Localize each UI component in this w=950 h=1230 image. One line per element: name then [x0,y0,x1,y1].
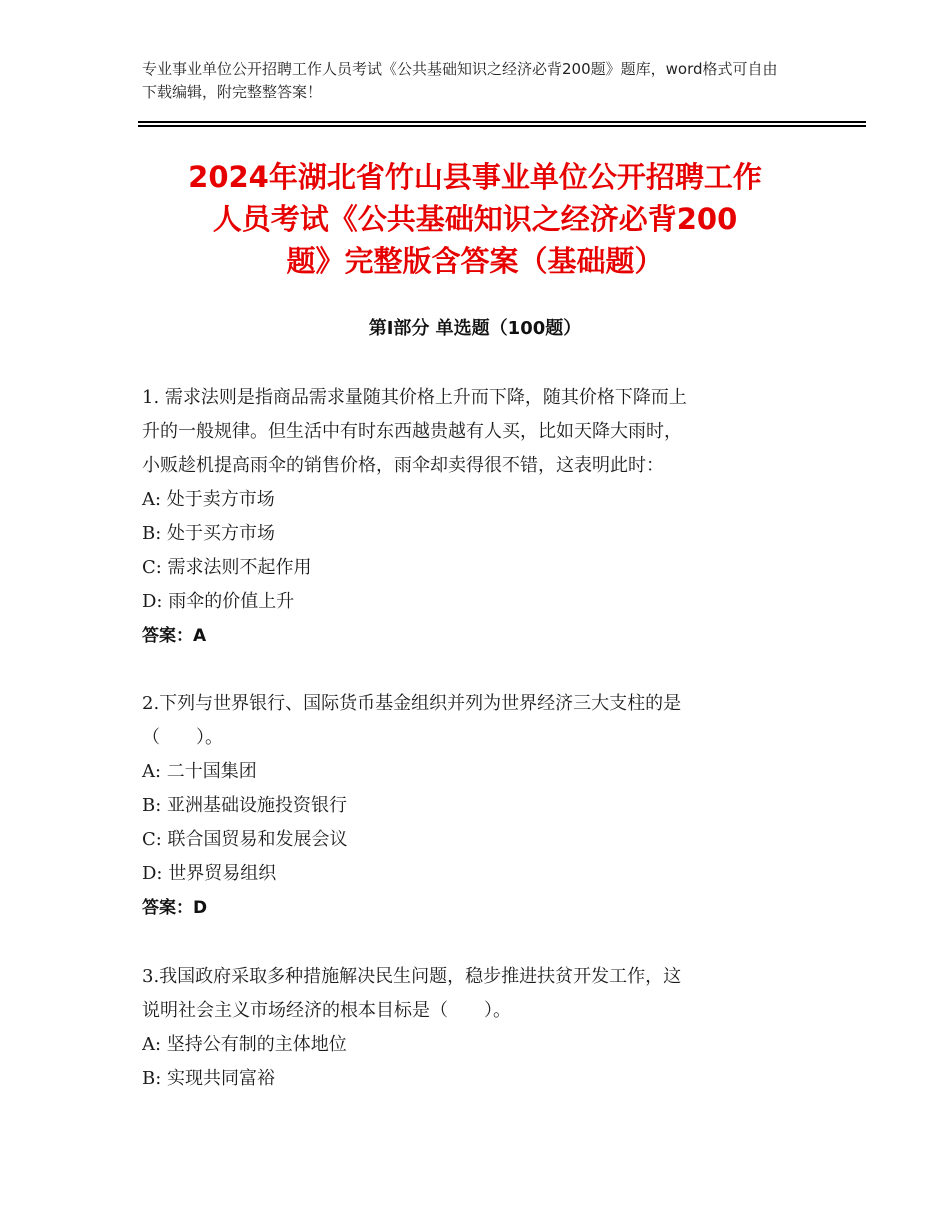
option-b: B: 亚洲基础设施投资银行 [142,795,348,816]
header-note: 专业事业单位公开招聘工作人员考试《公共基础知识之经济必背200题》题库，word格式可自由下载编辑，附完整整答案！ [142,60,778,101]
document-title [100,156,850,282]
question-stem-line: （ ）。 [142,727,223,748]
question-2 [142,687,822,925]
answer: 答案：A [142,626,207,646]
title-line: 2024年湖北省竹山县事业单位公开招聘工作 [188,160,762,194]
question-stem-line: 说明社会主义市场经济的根本目标是（ ）。 [142,1000,511,1021]
header-rule-bottom [138,125,866,127]
question-stem-line: 1. 需求法则是指商品需求量随其价格上升而下降，随其价格下降而上 [142,387,687,408]
option-a: A: 处于卖方市场 [142,489,275,510]
option-b: B: 处于买方市场 [142,523,276,544]
option-c: C: 需求法则不起作用 [142,557,312,578]
title-line: 人员考试《公共基础知识之经济必背200 [212,202,738,236]
question-stem-line: 升的一般规律。但生活中有时东西越贵越有人买，比如天降大雨时， [142,421,682,442]
title-line: 题》完整版含答案（基础题） [286,244,664,278]
question-stem-line: 2.下列与世界银行、国际货币基金组织并列为世界经济三大支柱的是 [142,693,682,714]
header-rule-top [138,121,866,123]
section-title: 第Ⅰ部分 单选题（100题） [368,318,582,339]
option-a: A: 二十国集团 [142,761,257,782]
option-c: C: 联合国贸易和发展会议 [142,829,348,850]
question-3 [142,960,822,1096]
question-stem-line: 3.我国政府采取多种措施解决民生问题，稳步推进扶贫开发工作，这 [142,966,682,987]
option-d: D: 世界贸易组织 [142,863,277,884]
question-stem-line: 小贩趁机提高雨伞的销售价格，雨伞却卖得很不错，这表明此时： [142,455,664,476]
option-b: B: 实现共同富裕 [142,1068,276,1089]
question-1 [142,381,822,653]
option-d: D: 雨伞的价值上升 [142,591,295,612]
answer: 答案：D [142,898,208,918]
option-a: A: 坚持公有制的主体地位 [142,1034,347,1055]
